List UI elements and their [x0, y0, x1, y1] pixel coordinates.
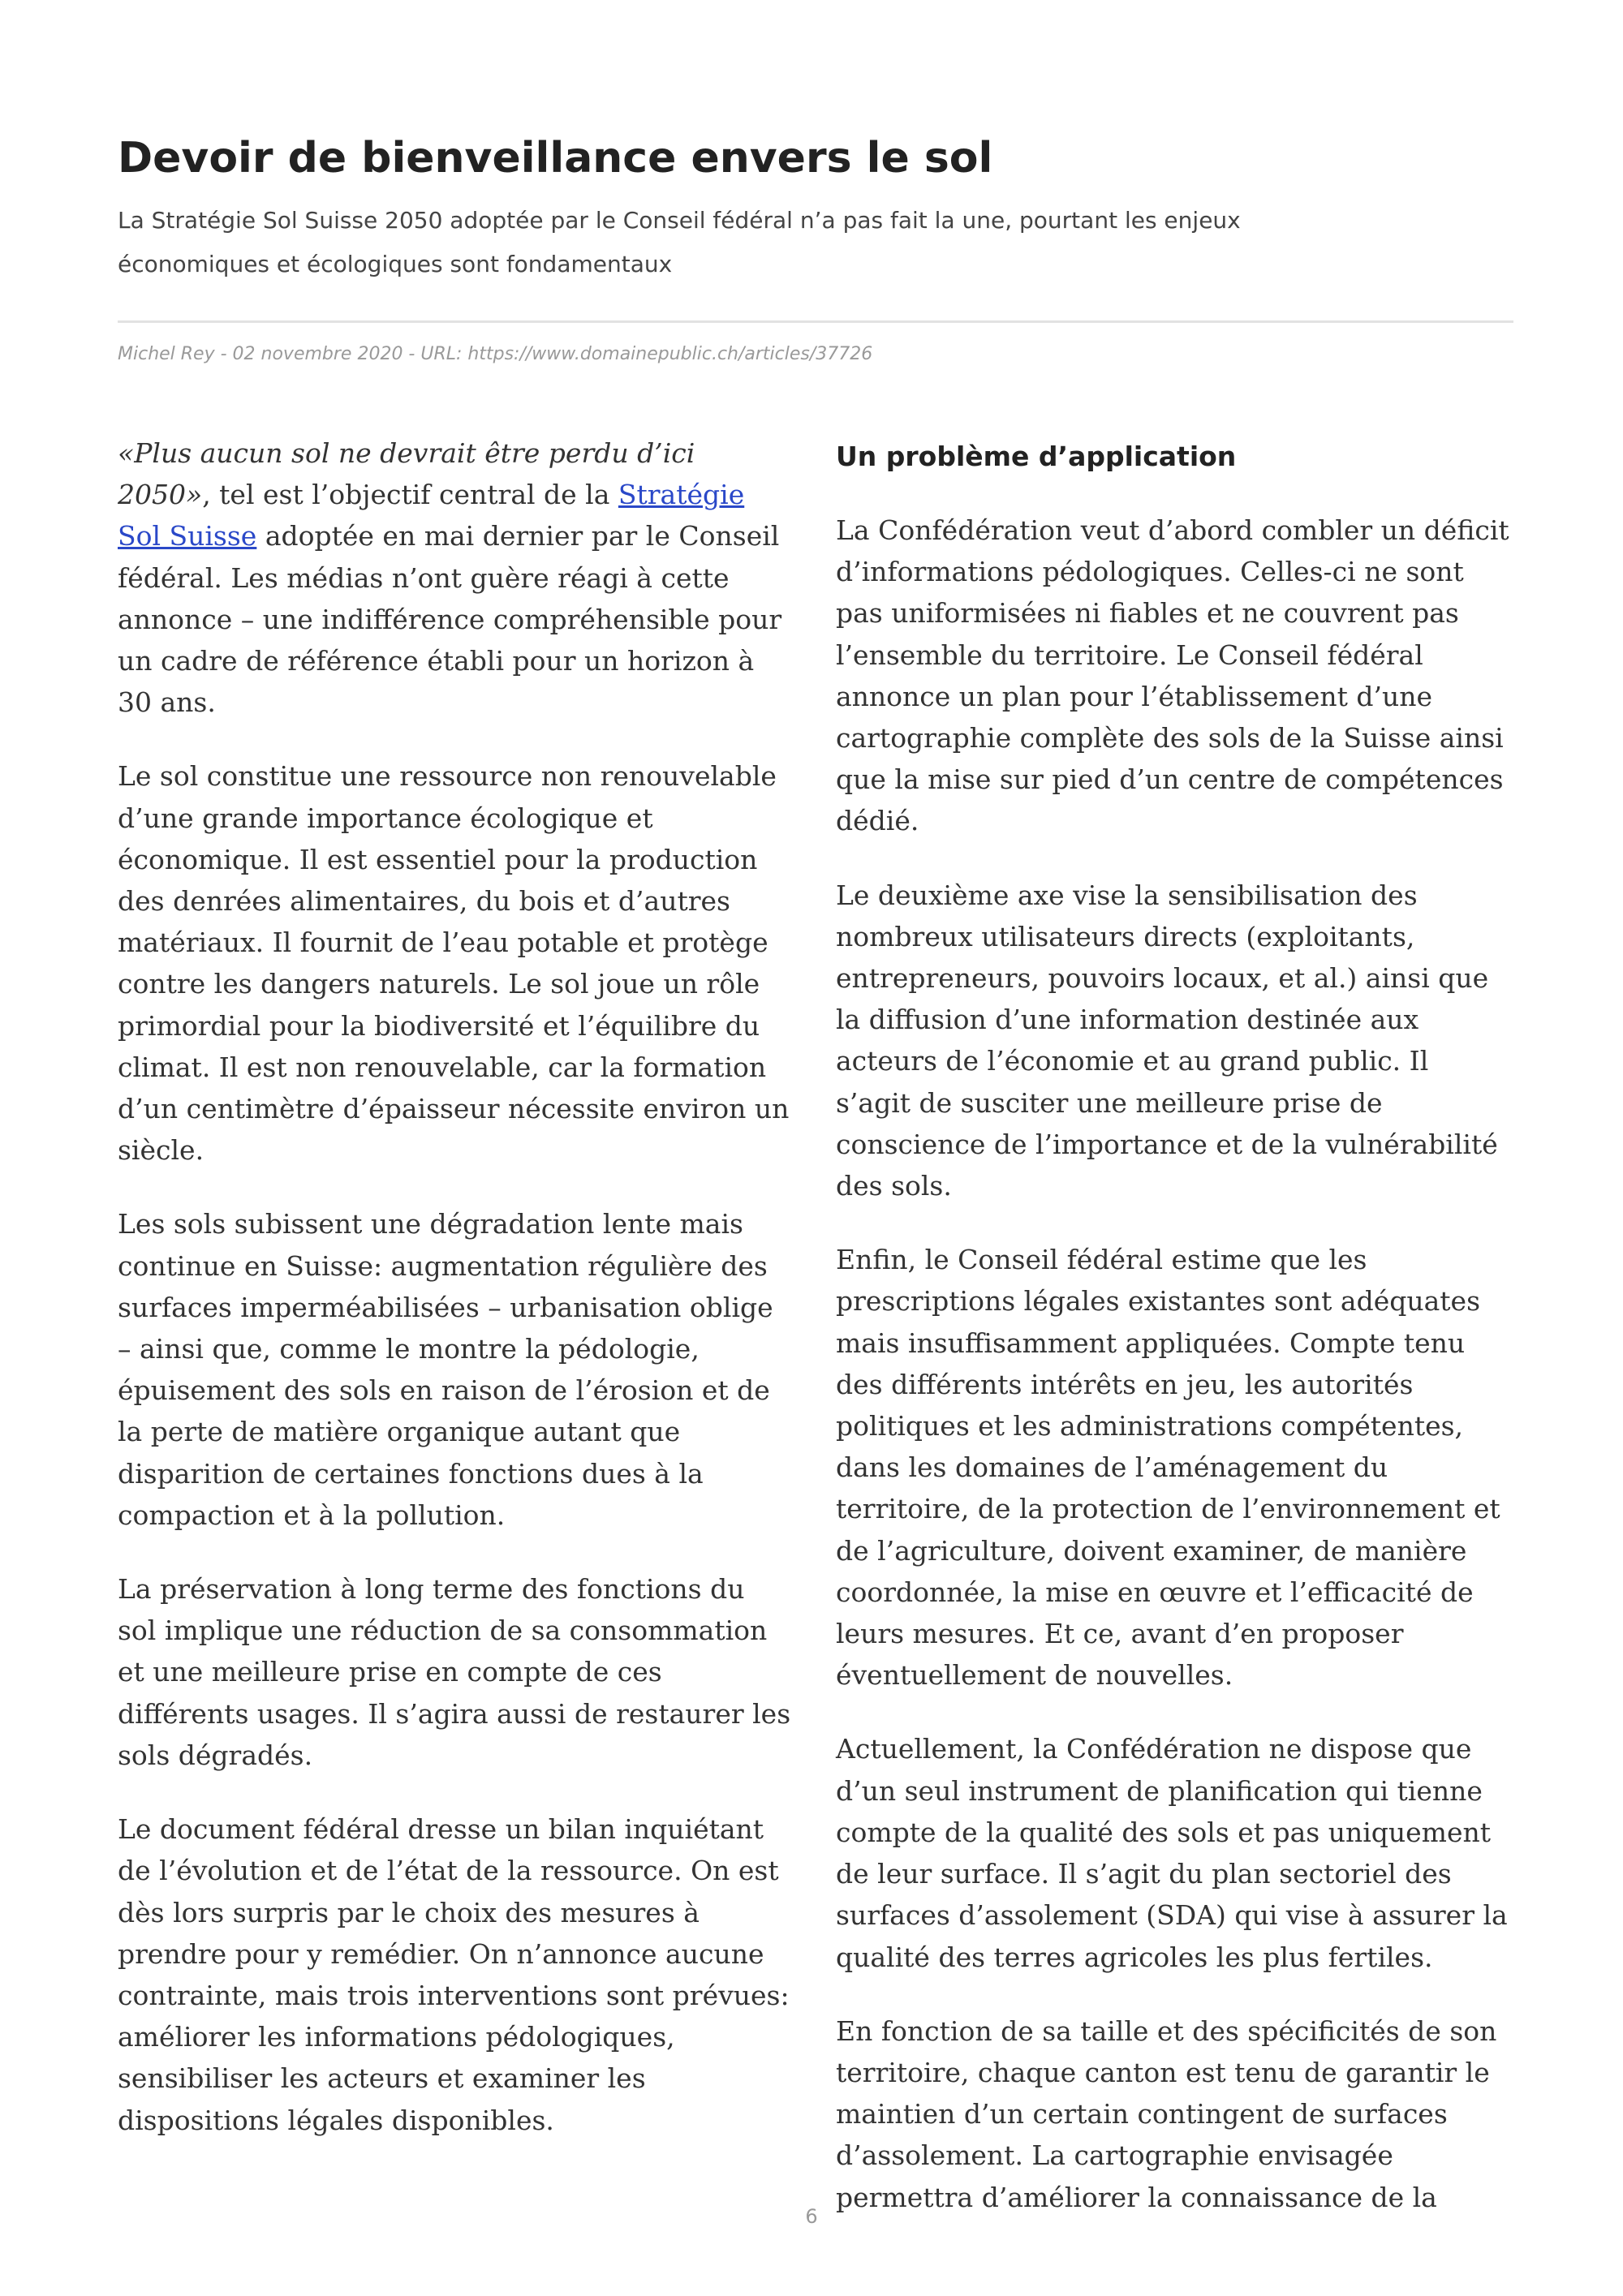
paragraph: Enfin, le Conseil fédéral estime que les prescriptions légales existantes sont adéquates mais insuffisamment appliquées. Compte tenu des différents intérêts en jeu, les autorités politiques et les administrations compétentes, dans les domaines de l’aménagement du territoire, de la protection de l’environnement et de l’agriculture, doivent examiner, de manière coordonnée, la mise en œuvre et l’efficacité de leurs mesures. Et ce, avant d’en proposer éventuellement de nouvelles. [836, 1244, 1500, 1692]
paragraph: Le sol constitue une ressource non renouvelable d’une grande importance écologique et économique. Il est essentiel pour la production des denrées alimentaires, du bois et d’autres matériaux. Il fournit de l’eau potable et protège contre les dangers naturels. Le sol joue un rôle primordial pour la biodiversité et l’équilibre du climat. Il est non renouvelable, car la formation d’un centimètre d’épaisseur nécessite environ un siècle. [118, 760, 790, 1167]
paragraph: Le document fédéral dresse un bilan inquiétant de l’évolution et de l’état de la ressource. On est dès lors surpris par le choix des mesures à prendre pour y remédier. On n’annonce aucune contrainte, mais trois interventions sont prévues: améliorer les informations pédologiques, sensibiliser les acteurs et examiner les dispositions légales disponibles. [118, 1813, 790, 2136]
section-heading: Un problème d’application [836, 441, 1237, 472]
header-divider [118, 320, 1513, 323]
paragraph-text: , tel est l’objectif central de la [202, 479, 618, 511]
paragraph: Les sols subissent une dégradation lente mais continue en Suisse: augmentation régulière des surfaces imperméabilisées – urbanisation oblige – ainsi que, comme le montre la pédologie, épuisement des sols en raison de l’érosion et de la perte de matière organique autant que disparition de certaines fonctions dues à la compaction et à la pollution. [118, 1208, 773, 1531]
paragraph-text: adoptée en mai dernier par le Conseil fédéral. Les médias n’ont guère réagi à cette annonce – une indifférence compréhensible pour un cadre de référence établi pour un horizon à 30 ans. [118, 520, 782, 719]
paragraph: Le deuxième axe vise la sensibilisation des nombreux utilisateurs directs (exploitants, entrepreneurs, pouvoirs locaux, et al.) ainsi que la diffusion d’une information destinée aux acteurs de l’économie et au grand public. Il s’agit de susciter une meilleure prise de conscience de l’importance et de la vulnérabilité des sols. [836, 879, 1498, 1202]
strategie-sol-suisse-link[interactable]: Stratégie Sol Suisse [118, 479, 745, 553]
paragraph: La Confédération veut d’abord combler un déficit d’informations pédologiques. Celles-ci ne sont pas uniformisées ni fiables et ne couvrent pas l’ensemble du territoire. Le Conseil fédéral annonce un plan pour l’établissement d’une cartographie complète des sols de la Suisse ainsi que la mise sur pied d’un centre de compétences dédié. [836, 514, 1509, 837]
paragraph: La préservation à long terme des fonctions du sol implique une réduction de sa consommation et une meilleure prise en compte de ces différents usages. Il s’agira aussi de restaurer les sols dégradés. [118, 1573, 791, 1771]
article-title: Devoir de bienveillance envers le sol [118, 134, 993, 183]
opening-quote: «Plus aucun sol ne devrait être perdu d’ici 2050» [118, 437, 695, 511]
page-number: 6 [805, 2205, 818, 2228]
paragraph: En fonction de sa taille et des spécificités de son territoire, chaque canton est tenu de garantir le maintien d’un certain contingent de surfaces d’assolement. La cartographie envisagée permettra d’améliorer la connaissance de la [836, 2014, 1497, 2213]
paragraph: Actuellement, la Confédération ne dispose que d’un seul instrument de planification qui tienne compte de la qualité des sols et pas uniquement de leur surface. Il s’agit du plan sectoriel des surfaces d’assolement (SDA) qui vise à assurer la qualité des terres agricoles les plus fertiles. [836, 1733, 1508, 1973]
article-byline: Michel Rey - 02 novembre 2020 - URL: https://www.domainepublic.ch/articles/37726 [118, 344, 873, 364]
paragraph [118, 432, 791, 723]
left-column [118, 432, 791, 2173]
article-subtitle: La Stratégie Sol Suisse 2050 adoptée par le Conseil fédéral n’a pas fait la une, pourtant les enjeux économiques et écologiques sont fondamentaux [118, 207, 1241, 277]
right-column [836, 436, 1509, 2251]
